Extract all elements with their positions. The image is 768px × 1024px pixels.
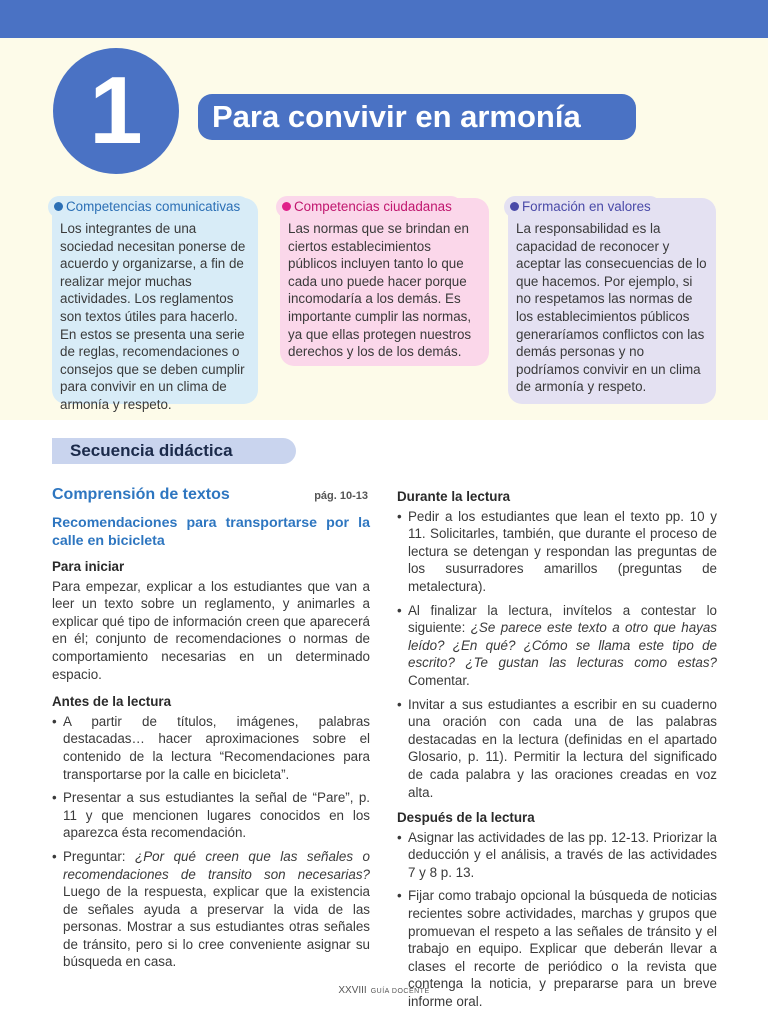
section-label-secuencia: Secuencia didáctica	[52, 438, 296, 464]
list-item: • Pedir a los estudiantes que lean el texto pp. 10 y 11. Solicitarles, también, que durante el proceso de lectura se detengan y respondan las preguntas de los susurradores amarillos (preguntas de metalectura).	[397, 508, 717, 596]
card-tab-label: Competencias comunicativas	[66, 199, 241, 214]
despues-list	[397, 829, 717, 1011]
heading-antes-lectura: Antes de la lectura	[52, 694, 172, 710]
bullet-dot-icon	[282, 202, 291, 211]
chapter-number: 1	[53, 48, 179, 174]
card-tab	[276, 196, 462, 218]
list-item: • Fijar como trabajo opcional la búsqueda de noticias recientes sobre actividades, marchas y grupos que promuevan el respeto a las señales de tránsito y el trabajo en equipo. Explicar que deberán llevar a clases el recorte de periódico o la revista que contenga la noticia, y prepararse para un breve informe oral.	[397, 887, 717, 1010]
item-question: ¿Se parece este texto a otro que hayas leído? ¿En qué? ¿Cómo se llama este tipo de escrito? ¿Te gustan las lecturas como estas?	[408, 620, 717, 671]
chapter-title: Para convivir en armonía	[198, 94, 636, 140]
heading-para-iniciar: Para iniciar	[52, 559, 125, 574]
item-lead: Al finalizar la lectura, invítelos a contestar lo siguiente:	[408, 602, 717, 636]
right-column	[397, 486, 717, 1017]
para-iniciar-text: Para empezar, explicar a los estudiantes que van a leer un texto sobre un reglamento, y animarles a explicar qué tipo de información creen que aparecerá en él; conjunto de recomendaciones o normas de comportamiento necesarias en un determinado espacio.	[52, 578, 370, 682]
heading-despues-lectura: Después de la lectura	[397, 810, 535, 826]
item-rest: Luego de la respuesta, explicar que la existencia de señales ayuda a preservar la vida de las personas. Mostrar a sus estudiantes otras señales de tránsito, pero si lo cree conveniente asignar su búsqueda en casa.	[63, 884, 370, 970]
list-item	[52, 848, 370, 971]
footer-label: GUÍA DOCENTE	[370, 988, 430, 995]
page-reference: pág. 10-13	[314, 490, 368, 502]
card-competencias-comunicativas	[52, 198, 258, 412]
item-lead: Preguntar:	[63, 848, 136, 864]
card-text: Las normas que se brindan en ciertos establecimientos públicos incluyen tanto lo que cada uno puede hacer porque incomodaría a los demás. Es importante cumplir las normas, ya que ellas protegen nuestros derechos y los de los demás.	[288, 221, 472, 360]
list-item: • Invitar a sus estudiantes a escribir en su cuaderno una oración con cada una de las palabras destacadas en la lectura (definidas en el apartado Glosario, p. 11). Permitir la lectura del significado de cada palabra y las oraciones creadas en voz alta.	[397, 696, 717, 802]
list-item: • Asignar las actividades de las pp. 12-13. Priorizar la deducción y el análisis, a través de las actividades 7 y 8 p. 13.	[397, 829, 717, 882]
card-competencias-ciudadanas	[280, 198, 489, 366]
card-text: La responsabilidad es la capacidad de reconocer y aceptar las consecuencias de lo que hacemos. Por ejemplo, si no respetamos las normas de los establecimientos públicos generaríamos conflictos con las demás personas y no podríamos convivir en un clima de armonía y respeto.	[516, 221, 707, 395]
card-text: Los integrantes de una sociedad necesitan ponerse de acuerdo y organizarse, a fin de realizar mejor muchas actividades. Los reglamentos son textos útiles para hacerlo. En estos se presenta una serie de reglas, recomendaciones o consejos que se deben cumplir para convivir en un clima de armonía y respeto.	[60, 221, 246, 412]
list-item: • Presentar a sus estudiantes la señal de “Pare”, p. 11 y que mencionen lugares conocidos en los aparezca ésta recomendación.	[52, 789, 370, 842]
bullet-dot-icon	[510, 202, 519, 211]
card-tab	[48, 196, 250, 218]
page-footer	[0, 985, 768, 996]
antes-list	[52, 713, 370, 971]
section-heading-row	[52, 486, 370, 508]
heading-durante-lectura: Durante la lectura	[397, 489, 511, 504]
page-number: XXVIII	[338, 985, 367, 996]
list-item: • A partir de títulos, imágenes, palabras destacadas… hacer aproximaciones sobre el contenido de la lectura “Recomendaciones para transportarse por la calle en bicicleta”.	[52, 713, 370, 783]
reading-title: Recomendaciones para transportarse por la calle en bicicleta	[52, 515, 370, 549]
durante-list	[397, 508, 717, 802]
top-bar	[0, 0, 768, 38]
left-column	[52, 486, 370, 977]
section-title: Comprensión de textos	[52, 486, 230, 503]
card-tab-label: Competencias ciudadanas	[294, 199, 452, 214]
item-rest: Comentar.	[408, 672, 470, 688]
item-question: ¿Por qué creen que las señales o recomendaciones de transito son necesarias?	[63, 848, 370, 882]
bullet-dot-icon	[54, 202, 63, 211]
card-tab-label: Formación en valores	[522, 199, 651, 214]
card-formacion-en-valores	[508, 198, 716, 404]
list-item	[397, 602, 717, 690]
card-tab	[504, 196, 661, 218]
